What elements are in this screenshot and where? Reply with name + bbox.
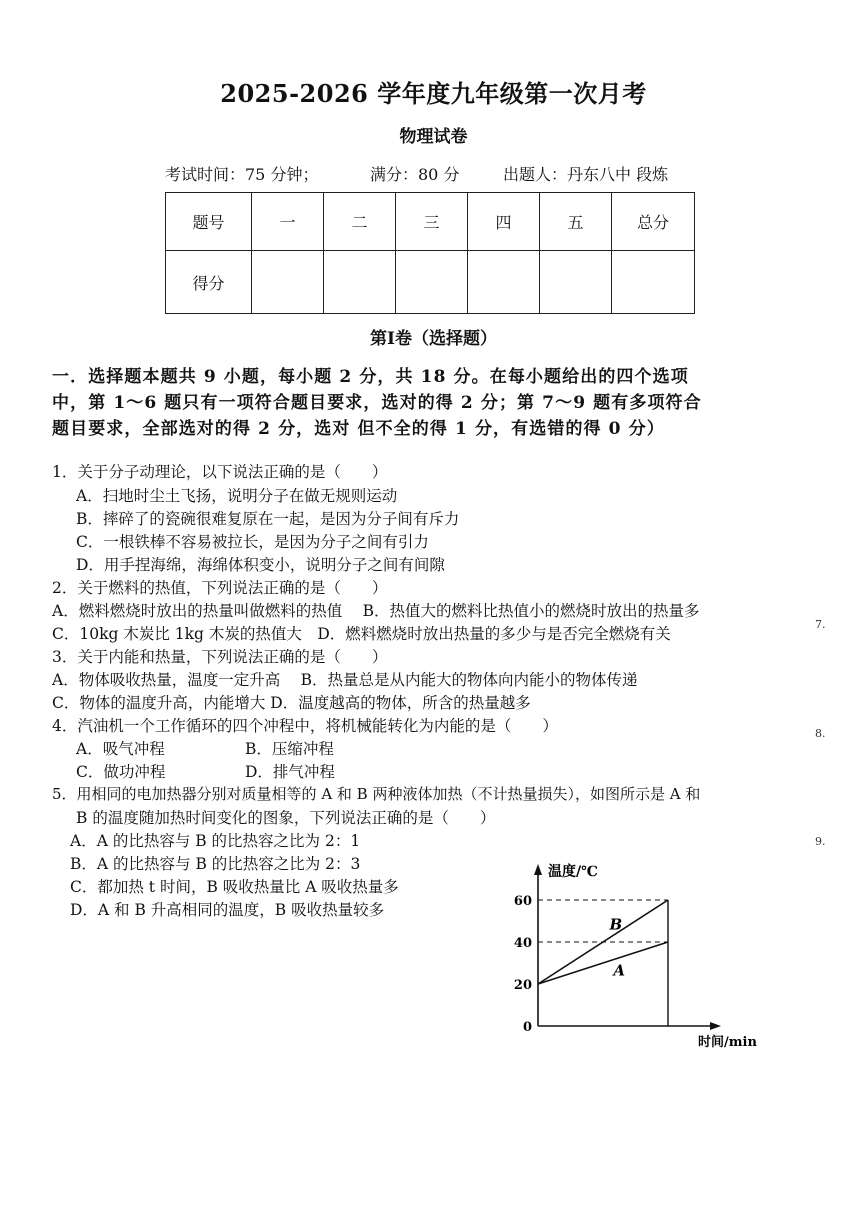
- question-4-option-b: B．压缩冲程: [245, 740, 334, 758]
- question-4-stem: 4．汽油机一个工作循环的四个冲程中，将机械能转化为内能的是（ ）: [52, 717, 558, 735]
- y-tick-label: 20: [513, 978, 532, 993]
- y-axis-arrow: [534, 864, 542, 875]
- y-tick-label: 0: [522, 1020, 532, 1035]
- question-1-option-b: B．摔碎了的瓷碗很难复原在一起，是因为分子间有斥力: [76, 510, 460, 528]
- section-instructions-line: 一．选择题本题共 9 小题，每小题 2 分，共 18 分。在每小题给出的四个选项: [52, 367, 689, 387]
- score-table-header-cell: 三: [396, 193, 468, 251]
- question-2-stem: 2．关于燃料的热值，下列说法正确的是（ ）: [52, 579, 388, 597]
- x-axis-arrow: [710, 1022, 721, 1030]
- question-4-option-d: D．排气冲程: [245, 763, 335, 781]
- question-1-option-c: C．一根铁棒不容易被拉长，是因为分子之间有引力: [76, 533, 429, 551]
- question-5-stem-line2: B 的温度随加热时间变化的图象，下列说法正确的是（ ）: [76, 809, 496, 827]
- question-2-options-cd: C．10kg 木炭比 1kg 木炭的热值大 D．燃料燃烧时放出热量的多少与是否完全燃烧有关: [52, 625, 671, 643]
- question-4-option-c: C．做功冲程: [76, 763, 166, 781]
- series-label-B: B: [609, 915, 623, 934]
- score-table-header-cell: 二: [324, 193, 396, 251]
- score-table: [165, 192, 695, 314]
- score-table-header-cell: 题号: [166, 193, 252, 251]
- question-5-stem-line1: 5．用相同的电加热器分别对质量相等的 A 和 B 两种液体加热（不计热量损失），如图所示是 A 和: [52, 785, 701, 803]
- question-2-options-ab: A．燃料燃烧时放出的热量叫做燃料的热值 B．热值大的燃料比热值小的燃烧时放出的热量多: [52, 602, 700, 620]
- question-5-option-c: C．都加热 t 时间，B 吸收热量比 A 吸收热量多: [70, 878, 399, 896]
- score-cell[interactable]: [396, 251, 468, 314]
- side-number: 7.: [815, 618, 826, 631]
- score-table-header-cell: 总分: [612, 193, 695, 251]
- score-table-header-cell: 四: [468, 193, 540, 251]
- section-instructions-line: 中，第 1～6 题只有一项符合题目要求，选对的得 2 分；第 7～9 题有多项符合: [52, 393, 702, 413]
- score-row-label: 得分: [166, 251, 252, 314]
- question-1-option-d: D．用手捏海绵，海绵体积变小，说明分子之间有间隙: [76, 556, 445, 574]
- score-cell[interactable]: [540, 251, 612, 314]
- question-5-option-a: A．A 的比热容与 B 的比热容之比为 2：1: [70, 832, 361, 850]
- question-3-options-ab: A．物体吸收热量，温度一定升高 B．热量总是从内能大的物体向内能小的物体传递: [52, 671, 638, 689]
- y-tick-label: 40: [513, 936, 532, 951]
- x-axis-label: 时间/min: [698, 1035, 757, 1050]
- side-number: 8.: [815, 727, 826, 740]
- exam-time: 考试时间：75 分钟；: [165, 165, 319, 184]
- question-3-stem: 3．关于内能和热量，下列说法正确的是（ ）: [52, 648, 388, 666]
- question-1-option-a: A．扫地时尘土飞扬，说明分子在做无规则运动: [76, 487, 398, 505]
- full-score: 满分：80 分: [370, 165, 460, 184]
- series-line-A: [538, 942, 668, 984]
- question-3-options-cd: C．物体的温度升高，内能增大 D．温度越高的物体，所含的热量越多: [52, 694, 531, 712]
- y-tick-label: 60: [513, 894, 532, 909]
- question-4-option-a: A．吸气冲程: [76, 740, 165, 758]
- series-label-A: A: [613, 961, 626, 980]
- exam-author: 出题人：丹东八中 段炼: [503, 165, 669, 184]
- score-cell[interactable]: [468, 251, 540, 314]
- question-5-option-d: D．A 和 B 升高相同的温度，B 吸收热量较多: [70, 901, 385, 919]
- score-cell[interactable]: [612, 251, 695, 314]
- score-cell[interactable]: [324, 251, 396, 314]
- section-title: 第Ⅰ卷（选择题）: [370, 329, 497, 349]
- exam-title: 2025-2026 学年度九年级第一次月考: [220, 79, 647, 108]
- temperature-time-chart: [490, 850, 790, 1060]
- question-1-stem: 1．关于分子动理论，以下说法正确的是（ ）: [52, 463, 388, 481]
- exam-subtitle: 物理试卷: [399, 127, 468, 147]
- score-table-header-cell: 一: [252, 193, 324, 251]
- y-axis-label: 温度/℃: [548, 864, 598, 880]
- question-5-option-b: B．A 的比热容与 B 的比热容之比为 2：3: [70, 855, 361, 873]
- section-instructions-line: 题目要求，全部选对的得 2 分，选对 但不全的得 1 分，有选错的得 0 分）: [52, 419, 665, 439]
- side-number: 9.: [815, 835, 826, 848]
- score-table-header-cell: 五: [540, 193, 612, 251]
- score-cell[interactable]: [252, 251, 324, 314]
